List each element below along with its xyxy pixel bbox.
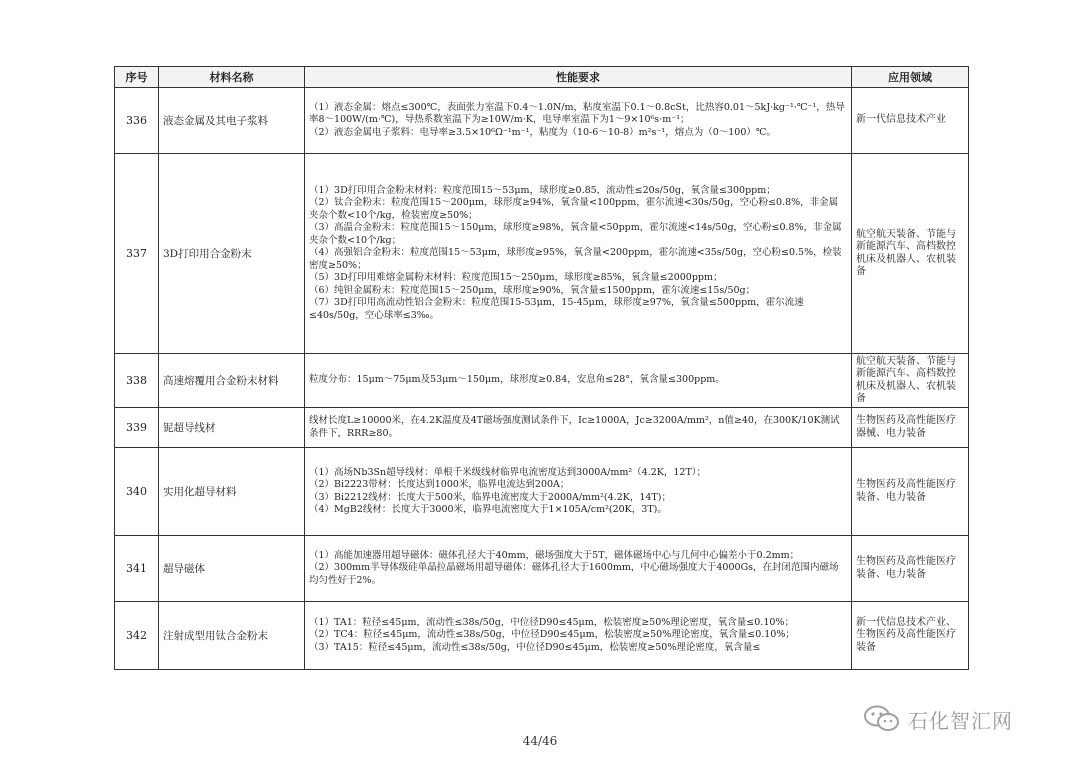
requirement-line: （3）高温合金粉末：粒度范围15～150μm，球形度≥98%，氧含量<50ppm，霍尔流速<14s/50g，空心粉≤0.8%，非金属夹杂个数<10个/kg；	[309, 222, 842, 246]
materials-table	[114, 66, 969, 670]
performance-requirements	[305, 536, 852, 602]
row-number: 338	[115, 354, 159, 408]
page-number: 44/46	[522, 734, 558, 748]
material-name: 铌超导线材	[159, 408, 305, 448]
material-name: 超导磁体	[159, 536, 305, 602]
header-performance: 性能要求	[305, 67, 852, 88]
header-seq: 序号	[115, 67, 159, 88]
requirement-line: （2）300mm半导体级硅单晶拉晶磁场用超导磁体：磁体孔径大于1600mm，中心磁场强度大于4000Gs，在封闭范围内磁场均匀性好于2%。	[309, 562, 839, 586]
requirement-line: （6）纯钽金属粉末：粒度范围15～250μm，球形度≥90%，氧含量≤1500ppm，霍尔流速≤15s/50g；	[309, 284, 756, 296]
requirement-line: （3）Bi2212线材：长度大于500米，临界电流密度大于2000A/mm²(4.2K，14T)；	[309, 491, 671, 503]
row-number: 341	[115, 536, 159, 602]
application-field: 生物医药及高性能医疗器械、电力装备	[852, 408, 969, 448]
requirement-line: （4）MgB2线材：长度大于3000米，临界电流密度大于1×105A/cm²(20K，3T)。	[309, 504, 667, 515]
row-number: 342	[115, 602, 159, 670]
requirement-line: （4）高强铝合金粉末：粒度范围15～53μm，球形度≥95%，氧含量<200ppm，霍尔流速<35s/50g，空心粉≤0.5%，检装密度≥50%；	[309, 247, 842, 271]
requirement-line: （2）Bi2223带材：长度达到1000米，临界电流达到200A；	[309, 479, 570, 490]
performance-requirements	[305, 354, 852, 408]
material-name: 实用化超导材料	[159, 448, 305, 536]
row-number: 337	[115, 154, 159, 354]
requirement-line: 线材长度L≥10000米，在4.2K温度及4T磁场强度测试条件下，Ic≥1000A，Jc≥3200A/mm²，n值≥40，在300K/10K测试条件下，RRR≥80。	[309, 415, 840, 439]
performance-requirements	[305, 408, 852, 448]
wechat-icon	[862, 704, 902, 734]
material-name: 高速熔覆用合金粉末材料	[159, 354, 305, 408]
performance-requirements	[305, 88, 852, 154]
requirement-line: （2）钛合金粉末：粒度范围15～200μm，球形度≥94%，氧含量<100ppm，霍尔流速<30s/50g，空心粉≤0.8%，非金属夹杂个数<10个/kg，检装密度≥50%；	[309, 197, 839, 221]
requirement-line: （7）3D打印用高流动性铝合金粉末：粒度范围15-53μm，15-45μm，球形度≥97%，氧含量≤500ppm，霍尔流速≤40s/50g，空心球率≤3‰。	[309, 297, 804, 321]
header-application: 应用领域	[852, 67, 969, 88]
requirement-line: （2）TC4：粒径≤45μm，流动性≤38s/50g，中位径D90≤45μm，松装密度≥50%理论密度，氧含量≤0.10%；	[309, 629, 795, 641]
application-field: 航空航天装备、节能与新能源汽车、高档数控机床及机器人、农机装备	[852, 154, 969, 354]
material-name: 注射成型用钛合金粉末	[159, 602, 305, 670]
table-row	[115, 448, 969, 536]
requirement-line: （3）TA15：粒径≤45μm，流动性≤38s/50g，中位径D90≤45μm，松装密度≥50%理论密度，氧含量≤	[309, 641, 761, 653]
requirement-line: （2）液态金属电子浆料：电导率≥3.5×10⁶Ω⁻¹m⁻¹，粘度为（10-6～10-8）m²s⁻¹，熔点为（0～100）℃。	[309, 126, 777, 138]
watermark-text: 石化智汇网	[908, 708, 1013, 733]
table-row	[115, 154, 969, 354]
table-row	[115, 354, 969, 408]
performance-requirements	[305, 448, 852, 536]
header-material-name: 材料名称	[159, 67, 305, 88]
table-row	[115, 88, 969, 154]
requirement-line: （1）3D打印用合金粉末材料：粒度范围15～53μm，球形度≥0.85，流动性≤20s/50g，氧含量≤300ppm；	[309, 184, 776, 196]
material-name: 3D打印用合金粉末	[159, 154, 305, 354]
application-field: 新一代信息技术产业、生物医药及高性能医疗装备	[852, 602, 969, 670]
table-header-row	[115, 67, 969, 88]
table-row	[115, 536, 969, 602]
requirement-line: （5）3D打印用难熔金属粉末材料：粒度范围15～250μm，球形度≥85%，氧含量≤2000ppm；	[309, 272, 723, 284]
requirement-line: （1）高场Nb3Sn超导线材：单根千米级线材临界电流密度达到3000A/mm²（4.2K，12T）；	[309, 466, 707, 478]
performance-requirements	[305, 602, 852, 670]
application-field: 航空航天装备、节能与新能源汽车、高档数控机床及机器人、农机装备	[852, 354, 969, 408]
row-number: 336	[115, 88, 159, 154]
row-number: 339	[115, 408, 159, 448]
requirement-line: 粒度分布：15μm～75μm及53μm～150μm，球形度≥0.84，安息角≤28°，氧含量≤300ppm。	[309, 374, 725, 386]
requirement-line: （1）液态金属：熔点≤300℃，表面张力室温下0.4～1.0N/m，粘度室温下0.1～0.8cSt，比热容0.01～5kJ·kg⁻¹·℃⁻¹，热导率8～100W/(m·℃)，导热系数室温下为≥10W/m·K，电导率室温下为1～9×10⁶s·m⁻¹；	[309, 101, 845, 126]
performance-requirements	[305, 154, 852, 354]
requirement-line: （1）TA1：粒径≤45μm，流动性≤38s/50g，中位径D90≤45μm，松装密度≥50%理论密度，氧含量≤0.10%；	[309, 616, 794, 628]
table-row	[115, 408, 969, 448]
row-number: 340	[115, 448, 159, 536]
table-row	[115, 602, 969, 670]
application-field: 生物医药及高性能医疗装备、电力装备	[852, 536, 969, 602]
application-field: 新一代信息技术产业	[852, 88, 969, 154]
requirement-line: （1）高能加速器用超导磁体：磁体孔径大于40mm，磁场强度大于5T，磁体磁场中心与几何中心偏差小于0.2mm；	[309, 549, 800, 561]
watermark	[862, 704, 1013, 734]
requirement-clip	[309, 617, 847, 655]
material-name: 液态金属及其电子浆料	[159, 88, 305, 154]
application-field: 生物医药及高性能医疗装备、电力装备	[852, 448, 969, 536]
